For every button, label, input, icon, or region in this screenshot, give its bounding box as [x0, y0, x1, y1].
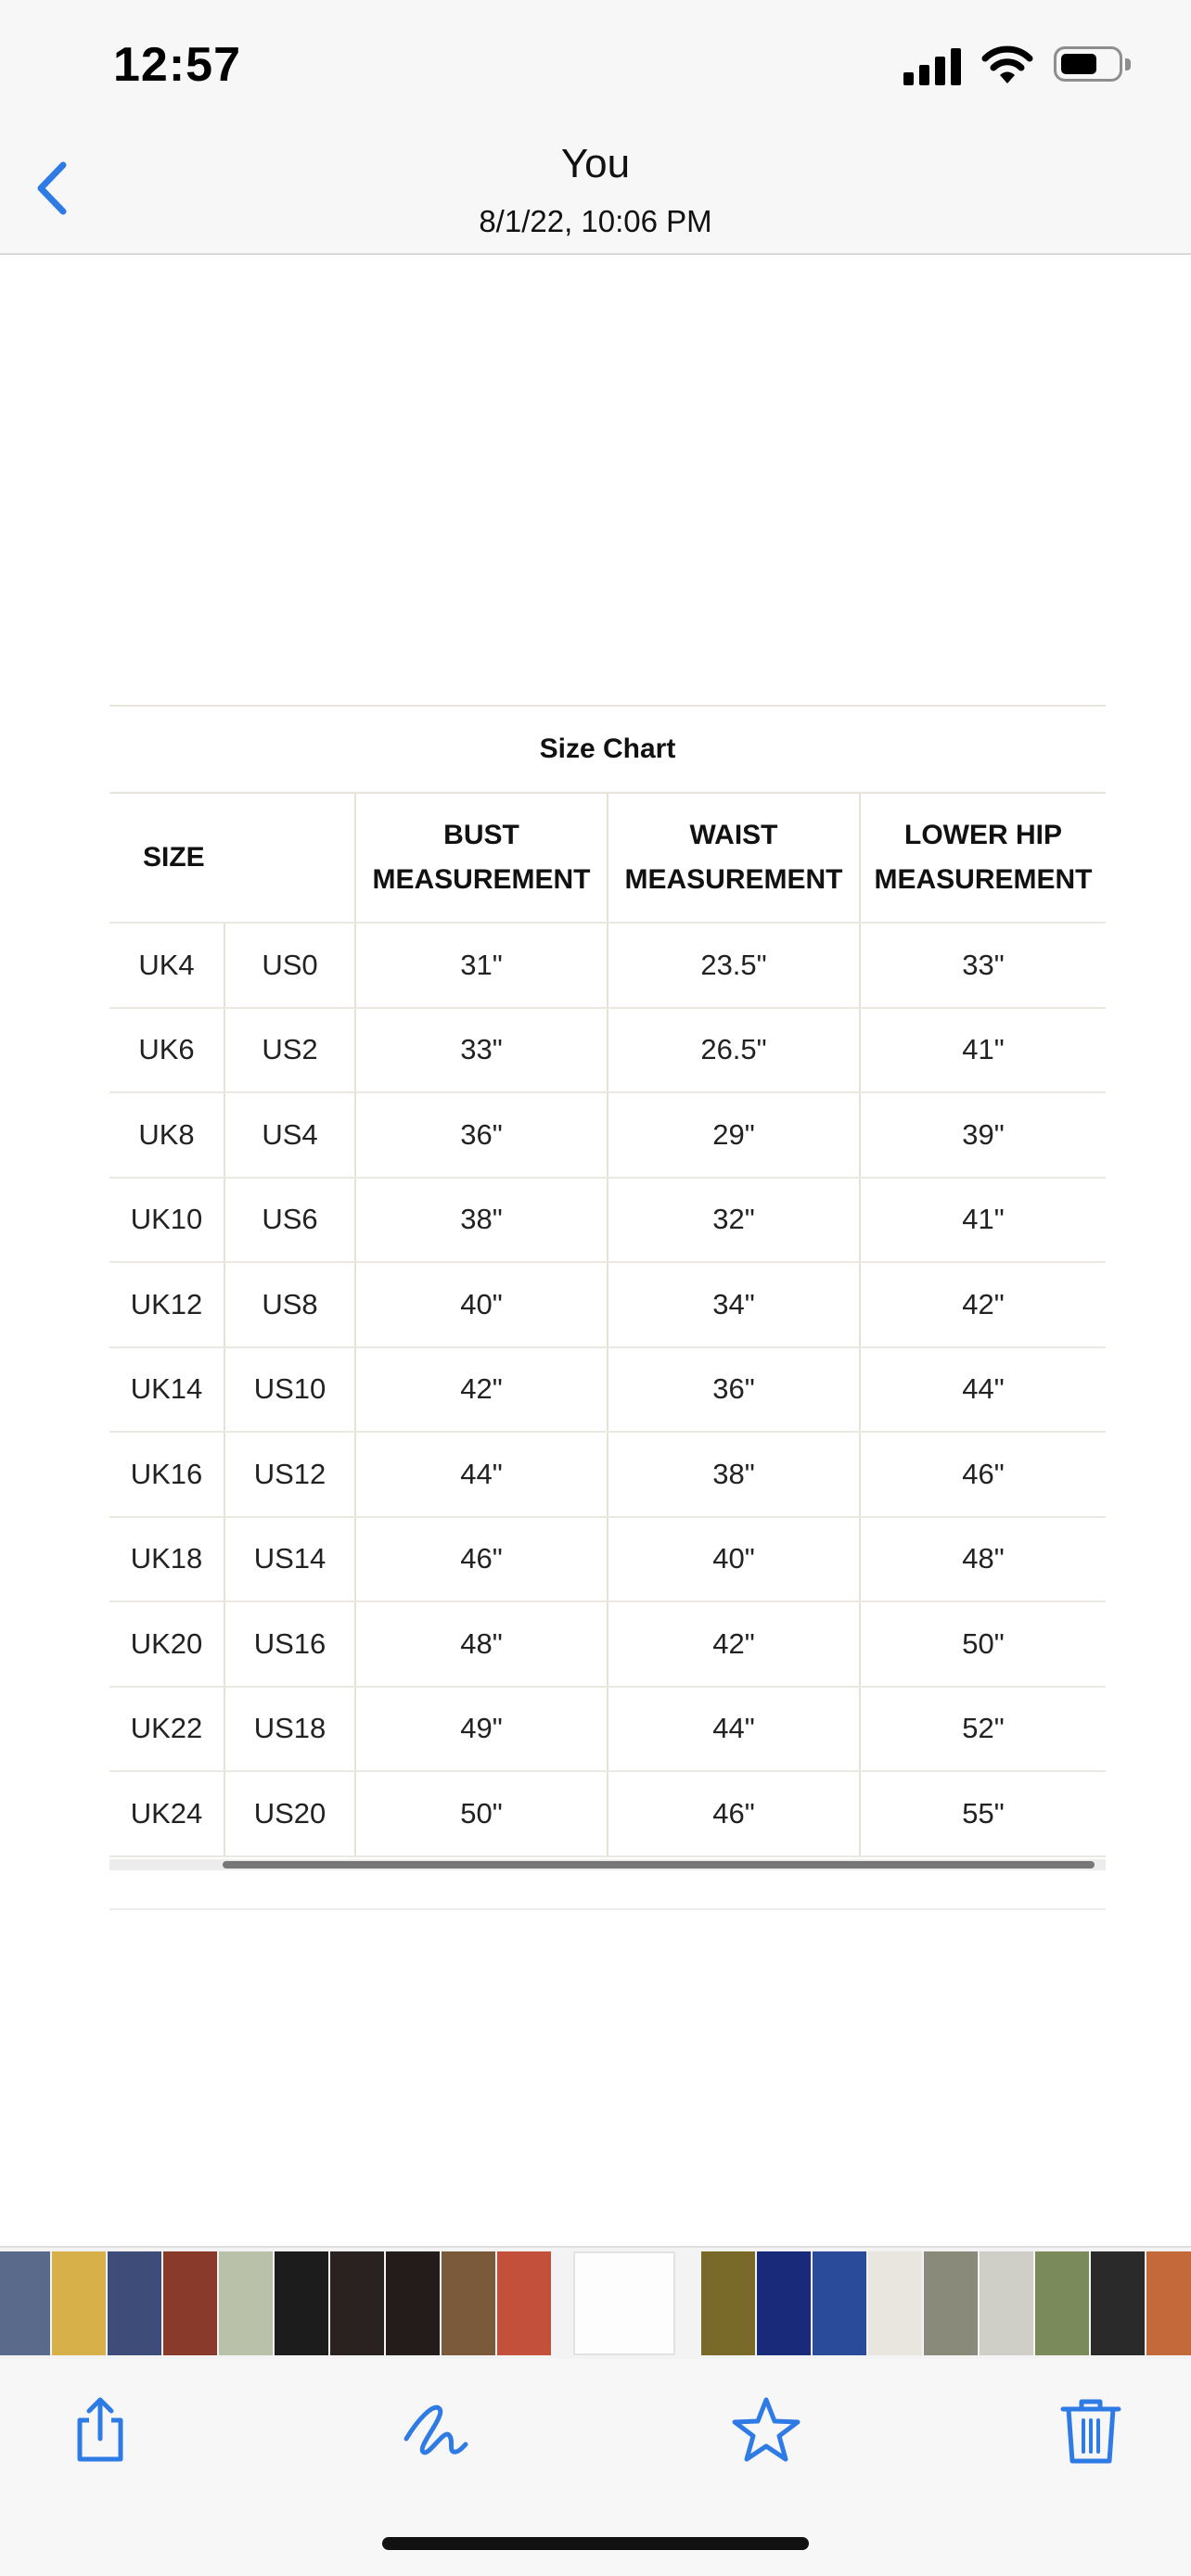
- hip-value: 52": [860, 1687, 1106, 1772]
- header-waist: WAIST MEASUREMENT: [608, 794, 860, 923]
- table-scrollbar-thumb[interactable]: [223, 1861, 1095, 1868]
- uk-size: UK16: [109, 1432, 224, 1517]
- table-row: [109, 1092, 1106, 1178]
- uk-size: UK18: [109, 1517, 224, 1602]
- table-row: [109, 1178, 1106, 1263]
- size-chart-table: [109, 794, 1106, 1857]
- us-size: US16: [224, 1601, 355, 1687]
- wifi-icon: [981, 45, 1033, 85]
- header-bust: BUST MEASUREMENT: [355, 794, 608, 923]
- hip-value: 41": [860, 1008, 1106, 1093]
- hip-value: 41": [860, 1178, 1106, 1263]
- waist-value: 26.5": [608, 1008, 860, 1093]
- hip-value: 46": [860, 1432, 1106, 1517]
- waist-value: 32": [608, 1178, 860, 1263]
- bust-value: 33": [355, 1008, 608, 1093]
- hip-value: 55": [860, 1771, 1106, 1856]
- photo-thumbnail[interactable]: [163, 2251, 217, 2355]
- hip-value: 42": [860, 1262, 1106, 1347]
- bust-value: 48": [355, 1601, 608, 1687]
- bust-value: 50": [355, 1771, 608, 1856]
- waist-value: 29": [608, 1092, 860, 1178]
- hip-value: 48": [860, 1517, 1106, 1602]
- markup-icon[interactable]: [399, 2392, 473, 2467]
- share-icon[interactable]: [63, 2392, 137, 2467]
- us-size: US14: [224, 1517, 355, 1602]
- bust-value: 36": [355, 1092, 608, 1178]
- photo-thumbnail[interactable]: [868, 2251, 922, 2355]
- bust-value: 31": [355, 923, 608, 1008]
- uk-size: UK24: [109, 1771, 224, 1856]
- photo-thumbnail[interactable]: [813, 2251, 866, 2355]
- photo-thumbnail[interactable]: [0, 2251, 50, 2355]
- table-row: [109, 1687, 1106, 1772]
- hip-value: 50": [860, 1601, 1106, 1687]
- size-chart-title: Size Chart: [109, 705, 1106, 794]
- us-size: US0: [224, 923, 355, 1008]
- photo-thumbnail[interactable]: [980, 2251, 1033, 2355]
- bust-value: 40": [355, 1262, 608, 1347]
- us-size: US4: [224, 1092, 355, 1178]
- table-header-row: [109, 794, 1106, 923]
- home-indicator[interactable]: [382, 2537, 809, 2550]
- uk-size: UK4: [109, 923, 224, 1008]
- photo-thumbnail[interactable]: [442, 2251, 495, 2355]
- us-size: US18: [224, 1687, 355, 1772]
- table-row: [109, 923, 1106, 1008]
- trash-icon[interactable]: [1054, 2392, 1128, 2467]
- us-size: US12: [224, 1432, 355, 1517]
- bust-value: 38": [355, 1178, 608, 1263]
- table-row: [109, 1517, 1106, 1602]
- photo-thumbnail[interactable]: [573, 2251, 675, 2355]
- chart-divider: [109, 1908, 1106, 1910]
- status-time: 12:57: [113, 38, 241, 92]
- bust-value: 46": [355, 1517, 608, 1602]
- photo-thumbnail[interactable]: [757, 2251, 811, 2355]
- table-row: [109, 1262, 1106, 1347]
- uk-size: UK14: [109, 1347, 224, 1433]
- hip-value: 39": [860, 1092, 1106, 1178]
- favorite-star-icon[interactable]: [729, 2392, 803, 2467]
- photo-thumbnail[interactable]: [1146, 2251, 1191, 2355]
- waist-value: 46": [608, 1771, 860, 1856]
- battery-icon: [1054, 46, 1122, 82]
- bust-value: 44": [355, 1432, 608, 1517]
- header-size: SIZE: [109, 794, 355, 923]
- uk-size: UK10: [109, 1178, 224, 1263]
- waist-value: 40": [608, 1517, 860, 1602]
- uk-size: UK12: [109, 1262, 224, 1347]
- us-size: US20: [224, 1771, 355, 1856]
- table-row: [109, 1008, 1106, 1093]
- us-size: US8: [224, 1262, 355, 1347]
- photo-thumbnail[interactable]: [52, 2251, 106, 2355]
- photo-thumbnail[interactable]: [330, 2251, 384, 2355]
- table-row: [109, 1432, 1106, 1517]
- waist-value: 38": [608, 1432, 860, 1517]
- uk-size: UK6: [109, 1008, 224, 1093]
- bust-value: 42": [355, 1347, 608, 1433]
- photo-thumbnail[interactable]: [219, 2251, 273, 2355]
- header-lower-hip: LOWER HIP MEASUREMENT: [860, 794, 1106, 923]
- photo-thumbnail[interactable]: [924, 2251, 978, 2355]
- thumbnail-strip[interactable]: [0, 2246, 1191, 2359]
- uk-size: UK22: [109, 1687, 224, 1772]
- photo-thumbnail[interactable]: [386, 2251, 440, 2355]
- conversation-title: You: [560, 141, 631, 186]
- signal-icon: [903, 45, 963, 85]
- table-row: [109, 1347, 1106, 1433]
- us-size: US10: [224, 1347, 355, 1433]
- photo-thumbnail[interactable]: [701, 2251, 755, 2355]
- us-size: US2: [224, 1008, 355, 1093]
- photo-thumbnail[interactable]: [497, 2251, 551, 2355]
- uk-size: UK20: [109, 1601, 224, 1687]
- photo-thumbnail[interactable]: [1035, 2251, 1089, 2355]
- photo-thumbnail[interactable]: [275, 2251, 328, 2355]
- us-size: US6: [224, 1178, 355, 1263]
- hip-value: 33": [860, 923, 1106, 1008]
- table-row: [109, 1601, 1106, 1687]
- message-timestamp: 8/1/22, 10:06 PM: [479, 204, 712, 238]
- waist-value: 34": [608, 1262, 860, 1347]
- header-area: [0, 0, 1191, 255]
- table-scrollbar[interactable]: [109, 1859, 1106, 1870]
- waist-value: 23.5": [608, 923, 860, 1008]
- photo-thumbnail[interactable]: [1091, 2251, 1145, 2355]
- status-icons: [903, 45, 1117, 89]
- waist-value: 42": [608, 1601, 860, 1687]
- size-chart-image: [109, 705, 1106, 1870]
- photo-thumbnail[interactable]: [108, 2251, 161, 2355]
- uk-size: UK8: [109, 1092, 224, 1178]
- table-row: [109, 1771, 1106, 1856]
- waist-value: 36": [608, 1347, 860, 1433]
- waist-value: 44": [608, 1687, 860, 1772]
- hip-value: 44": [860, 1347, 1106, 1433]
- bust-value: 49": [355, 1687, 608, 1772]
